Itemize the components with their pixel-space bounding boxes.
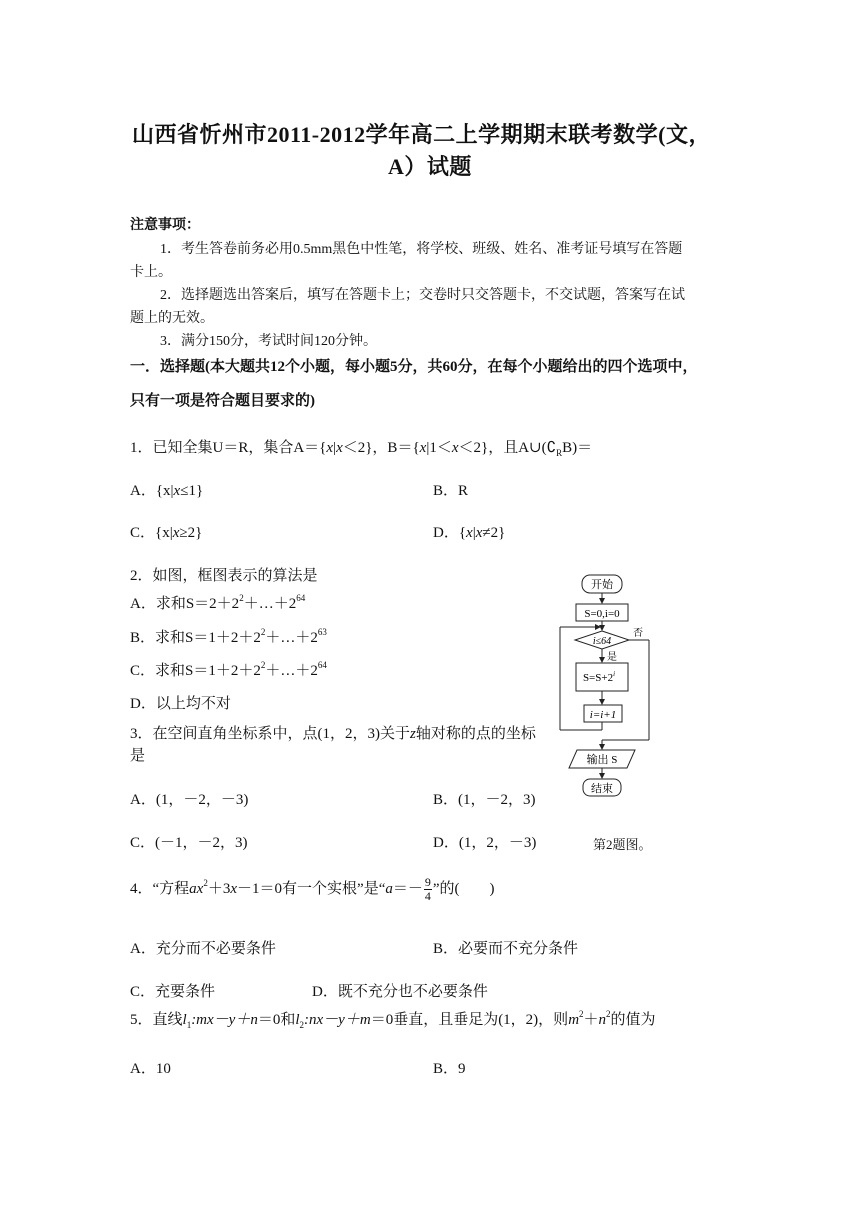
flow-condition-label: i≤64 (592, 636, 612, 647)
notice-item1-line2: 卡上。 (130, 265, 172, 280)
flowchart-figure (555, 570, 665, 830)
question-2-option-c: C．求和$S=1+2+2^2+\dots+2^{64}$ (130, 660, 327, 679)
question-4-stem: 4．“方程$ax^2+3x-1=0$有一个实根”是“a＝－ $\frac{9}{4}$ ”的( ) (130, 875, 495, 903)
question-3-stem-line2: 是 (130, 748, 146, 764)
question-1-option-b: B．R (433, 483, 469, 499)
question-3-option-d: D．(1，2，－3) (433, 835, 537, 851)
flow-no-label: 否 (633, 628, 643, 639)
notice-item2-line1: 2．选择题选出答案后，填写在答题卡上；交卷时只交答题卡，不交试题，答案写在试 (160, 288, 685, 303)
flow-yes-label: 是 (607, 652, 617, 663)
flow-start-label: 开始 (591, 579, 613, 591)
question-5-option-a: A．10 (130, 1061, 171, 1077)
notice-item1-line1: 1．考生答卷前务必用0.5mm黑色中性笔，将学校、班级、姓名、准考证号填写在答题 (160, 242, 683, 257)
question-3-stem-line1: 3．在空间直角坐标系中，点(1，2，3)关于z轴对称的点的坐标 (130, 726, 536, 742)
question-3-option-c: C．(－1，－2，3) (130, 835, 248, 851)
flowchart-caption: 第2题图。 (593, 837, 652, 852)
page-title-line1: 山西省忻州市2011-2012学年高二上学期期末联考数学(文， (132, 122, 711, 147)
question-2-option-b: B．求和$S=1+2+2^2+\dots+2^{63}$ (130, 627, 327, 646)
flow-increment-label: i=i+1 (589, 709, 617, 721)
fraction-nine-quarters: $\frac{9}{4}$ (424, 875, 431, 903)
question-2-option-d: D．以上均不对 (130, 696, 231, 712)
notice-item3: 3．满分150分，考试时间120分钟。 (160, 334, 377, 349)
question-5-stem: 5．直线$l_1:mx-y+n=0$和$l_2:nx-y+m=0$垂直，且垂足为(1，2)，则$m^2+n^2$的值为 (130, 1009, 656, 1030)
question-5-option-b: B．9 (433, 1061, 466, 1077)
flow-sum-label: $S=S+2^i$ (582, 670, 616, 684)
question-1-option-a: A．{x|x≤1} (130, 483, 204, 499)
notice-item2-line2: 题上的无效。 (130, 311, 214, 326)
page-title-line2: A）试题 (388, 154, 472, 179)
section1-line2: 只有一项是符合题目要求的) (130, 393, 315, 409)
notice-heading: 注意事项： (130, 218, 200, 233)
flow-init-label: S=0,i=0 (584, 608, 620, 620)
flow-output-label: 输出 S (586, 754, 618, 766)
question-1-stem: 1．已知全集U＝R，集合A＝{x|x＜2}，B＝{x|1＜x＜2}，且$A\cup(∁_RB)=$ (130, 440, 593, 458)
question-4-option-a: A．充分而不必要条件 (130, 941, 276, 957)
question-4-option-d: D．既不充分也不必要条件 (312, 984, 488, 1000)
question-4-option-b: B．必要而不充分条件 (433, 941, 579, 957)
section1-line1: 一．选择题(本大题共12个小题，每小题5分，共60分，在每个小题给出的四个选项中， (130, 359, 698, 375)
question-2-stem: 2．如图，框图表示的算法是 (130, 568, 318, 584)
question-4-option-c: C．充要条件 (130, 984, 216, 1000)
question-2-option-a: A．求和$S=2+2^2+\dots+2^{64}$ (130, 593, 306, 612)
question-3-option-a: A．(1，－2，－3) (130, 792, 249, 808)
question-1-option-c: C．{x|x≥2} (130, 525, 203, 541)
flow-end-label: 结束 (591, 783, 613, 795)
question-1-option-d: D．{x|x≠2} (433, 525, 506, 541)
question-3-option-b: B．(1，－2，3) (433, 792, 536, 808)
